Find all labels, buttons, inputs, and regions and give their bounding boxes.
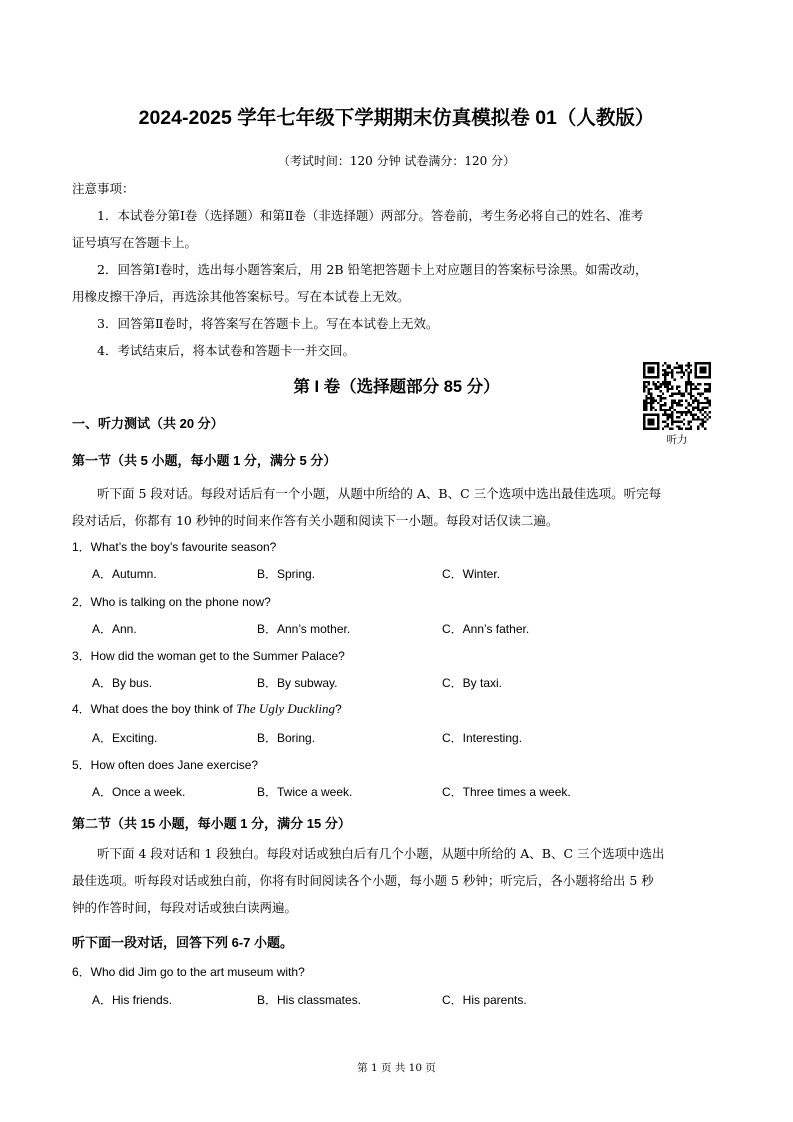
question-4-option-c: C．Interesting. xyxy=(442,731,523,745)
note-3: 3．回答第Ⅱ卷时，将答案写在答题卡上。写在本试卷上无效。 xyxy=(97,316,439,331)
part2-heading: 第二节（共 15 小题，每小题 1 分，满分 15 分） xyxy=(72,816,351,831)
note-2-line-2: 用橡皮擦干净后，再选涂其他答案标号。写在本试卷上无效。 xyxy=(72,289,410,304)
part2-instructions-line-2: 最佳选项。听每段对话或独白前，你将有时间阅读各个小题，每小题 5 秒钟；听完后，各小题将给出 5 秒 xyxy=(72,873,654,888)
question-4-option-b: B．Boring. xyxy=(257,731,316,745)
notes-heading: 注意事项： xyxy=(72,181,135,196)
note-1-line-1: 1．本试卷分第Ⅰ卷（选择题）和第Ⅱ卷（非选择题）两部分。答卷前，考生务必将自己的姓名、准考 xyxy=(97,208,644,223)
question-4-end: ? xyxy=(335,702,342,716)
question-4 xyxy=(72,700,342,717)
qr-caption: 听力 xyxy=(666,434,688,446)
question-3-option-a: A．By bus. xyxy=(92,676,153,690)
question-6-option-c: C．His parents. xyxy=(442,993,527,1007)
question-2-option-c: C．Ann’s father. xyxy=(442,622,530,636)
question-3-option-b: B．By subway. xyxy=(257,676,338,690)
listening-heading: 一、听力测试（共 20 分） xyxy=(72,416,224,431)
question-3: 3．How did the woman get to the Summer Palace? xyxy=(72,649,345,663)
question-1-option-b: B．Spring. xyxy=(257,567,316,581)
question-6-option-a: A．His friends. xyxy=(92,993,173,1007)
page-footer: 第 1 页 共 10 页 xyxy=(357,1062,436,1074)
question-5: 5．How often does Jane exercise? xyxy=(72,758,259,772)
note-1-line-2: 证号填写在答题卡上。 xyxy=(72,235,198,250)
question-4-text: 4．What does the boy think of xyxy=(72,702,237,716)
section-title: 第 I 卷（选择题部分 85 分） xyxy=(293,378,500,396)
question-1-option-c: C．Winter. xyxy=(442,567,501,581)
part2-instructions-line-3: 钟的作答时间，每段对话或独白读两遍。 xyxy=(72,900,298,915)
note-2-line-1: 2．回答第Ⅰ卷时，选出每小题答案后，用 2B 铅笔把答题卡上对应题目的答案标号涂黑。如需改动， xyxy=(97,262,648,277)
part1-instructions-line-2: 段对话后，你都有 10 秒钟的时间来作答有关小题和阅读下一小题。每段对话仅读二遍。 xyxy=(72,513,559,528)
note-4: 4．考试结束后，将本试卷和答题卡一并交回。 xyxy=(97,343,355,358)
dialogue-heading: 听下面一段对话，回答下列 6-7 小题。 xyxy=(72,935,294,950)
question-1: 1．What’s the boy’s favourite season? xyxy=(72,540,277,554)
part1-heading: 第一节（共 5 小题，每小题 1 分，满分 5 分） xyxy=(72,453,337,468)
question-1-option-a: A．Autumn. xyxy=(92,567,157,581)
question-6-option-b: B．His classmates. xyxy=(257,993,362,1007)
exam-info: （考试时间：120 分钟 试卷满分：120 分） xyxy=(277,154,516,168)
question-2: 2．Who is talking on the phone now? xyxy=(72,595,271,609)
question-5-option-a: A．Once a week. xyxy=(92,785,186,799)
question-4-option-a: A．Exciting. xyxy=(92,731,158,745)
question-3-option-c: C．By taxi. xyxy=(442,676,503,690)
part2-instructions-line-1: 听下面 4 段对话和 1 段独白。每段对话或独白后有几个小题，从题中所给的 A、B、C 三个选项中选出 xyxy=(97,846,665,861)
question-4-title: The Ugly Duckling xyxy=(236,701,336,716)
question-6: 6．Who did Jim go to the art museum with? xyxy=(72,965,305,979)
part1-instructions-line-1: 听下面 5 段对话。每段对话后有一个小题，从题中所给的 A、B、C 三个选项中选出最佳选项。听完每 xyxy=(97,486,662,501)
question-5-option-b: B．Twice a week. xyxy=(257,785,353,799)
question-5-option-c: C．Three times a week. xyxy=(442,785,571,799)
question-2-option-b: B．Ann’s mother. xyxy=(257,622,351,636)
qr-code-icon xyxy=(643,362,711,430)
question-2-option-a: A．Ann. xyxy=(92,622,137,636)
page-title: 2024-2025 学年七年级下学期期末仿真模拟卷 01（人教版） xyxy=(138,107,655,129)
